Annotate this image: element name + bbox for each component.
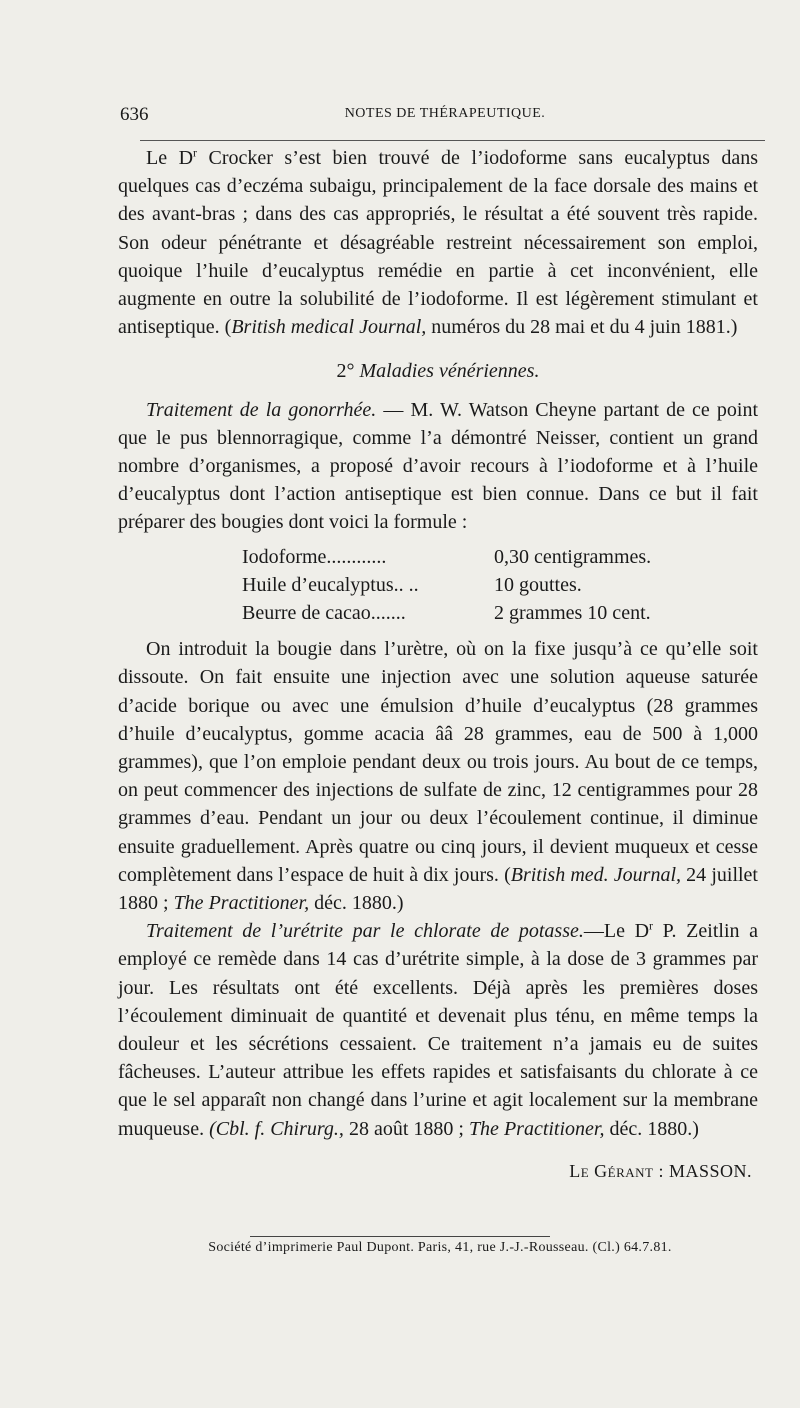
subsection-title: Traitement de la gonorrhée.: [146, 398, 377, 421]
journal-citation: The Practitioner,: [468, 1117, 605, 1140]
text-run: On introduit la bougie dans l’urètre, où on la fixe jusqu’à ce qu’elle soit dissoute. On fait ensuite une injection avec une solution aqueuse saturée d’acide borique ou avec une émulsion d’huile d’eucalyptus (28 grammes d’huile d’eucalyptus, gomme acacia ââ 28 grammes, eau de 500 à 1,000 grammes), que l’on emploie pendant deux ou trois jours. Au bout de ce temps, on peut commencer des injections de sulfate de zinc, 12 centigrammes pour 28 grammes d’eau. Pendant un jour ou deux l’écoulement continue, il diminue ensuite graduellement. Après quatre ou cinq jours, il devient muqueux et cesse complètement dans l’espace de huit à dix jours. (: [118, 638, 758, 886]
text-run: Le D: [146, 147, 194, 169]
text-run: déc. 1880.): [604, 1117, 699, 1140]
paragraph-gonorrhee: [118, 396, 758, 537]
text-run: —Le D: [583, 920, 650, 943]
section-number: 2°: [336, 360, 355, 383]
ingredient-name: Beurre de cacao.......: [242, 602, 406, 625]
text-run: 28 août 1880 ;: [343, 1117, 469, 1140]
footer-rule: [250, 1236, 550, 1237]
journal-citation: British medical Journal,: [231, 316, 427, 339]
ingredient-quantity: 10 gouttes.: [494, 573, 582, 596]
header-rule: [140, 140, 765, 141]
ingredient-name: Iodoforme............: [242, 545, 387, 568]
text-run: P. Zeitlin a employé ce remède dans 14 cas d’urétrite simple, à la dose de 3 grammes par jour. Les résultats ont été excellents. Déjà après les premières doses l’écoulement diminuait de quantité et devenait plus ténu, en même temps la douleur et les sécrétions cessaient. Ce traitement n’a jamais eu de suites fâcheuses. L’auteur attribue les effets rapides et satisfaisants du chlorate à ce que le sel apparaît non changé dans l’urine et agit localement sur la membrane muqueuse.: [118, 920, 759, 1140]
text-run: 24 juillet 1880 ;: [118, 863, 758, 915]
section-heading: [118, 357, 758, 385]
signature: Le Gérant : MASSON.: [569, 1160, 752, 1181]
text-run: Crocker s’est bien trouvé de l’iodoforme sans eucalyptus dans quelques cas d’eczéma subaigu, principalement de la face dorsale des mains et des avant-bras ; dans des cas appropriés, le résultat a été souvent très rapide. Son odeur pénétrante et désagréable restreint nécessairement son emploi, quoique l’huile d’eucalyptus remédie en partie à cet inconvénient, elle augmente en outre la solubilité de l’iodoforme. Il est légèrement stimulant et antiseptique. (: [118, 147, 758, 339]
journal-citation: (Cbl. f. Chirurg.,: [209, 1117, 344, 1140]
paragraph-bougie: [118, 635, 758, 917]
formula-row: [242, 543, 758, 571]
paragraph-crocker: [118, 144, 758, 341]
text-run: — M. W. Watson Cheyne partant de ce point que le pus blennorragique, comme l’a démontré Neisser, contient un grand nombre d’organismes, a proposé d’avoir recours à l’iodoforme et à l’huile d’eucalyptus dont l’action antiseptique est bien connue. Dans ce but il fait préparer des bougies dont voici la formule :: [118, 398, 758, 534]
text-run: numéros du 28 mai et du 4 juin 1881.): [426, 316, 738, 339]
formula-row: [242, 571, 758, 599]
ingredient-name: Huile d’eucalyptus.. ..: [242, 573, 419, 596]
ingredient-quantity: 2 grammes 10 cent.: [494, 602, 651, 625]
paragraph-uretrite: [118, 917, 758, 1143]
page-number: 636: [120, 104, 149, 125]
formula-list: [242, 543, 758, 628]
subsection-title: Traitement de l’urétrite par le chlorate de potasse.: [146, 920, 584, 943]
printer-imprint: Société d’imprimerie Paul Dupont. Paris, 41, rue J.-J.-Rousseau. (Cl.) 64.7.81.: [208, 1240, 672, 1255]
ingredient-quantity: 0,30 centigrammes.: [494, 545, 652, 568]
page-header: [120, 104, 770, 128]
section-title: Maladies vénériennes.: [354, 360, 540, 383]
superscript: r: [193, 145, 198, 160]
superscript: r: [649, 918, 654, 933]
journal-citation: The Practitioner,: [173, 892, 310, 915]
formula-row: [242, 599, 758, 627]
body-text: [118, 144, 758, 1185]
journal-citation: British med. Journal,: [510, 863, 682, 886]
running-title: NOTES DE THÉRAPEUTIQUE.: [344, 106, 546, 121]
text-run: déc. 1880.): [309, 892, 404, 915]
